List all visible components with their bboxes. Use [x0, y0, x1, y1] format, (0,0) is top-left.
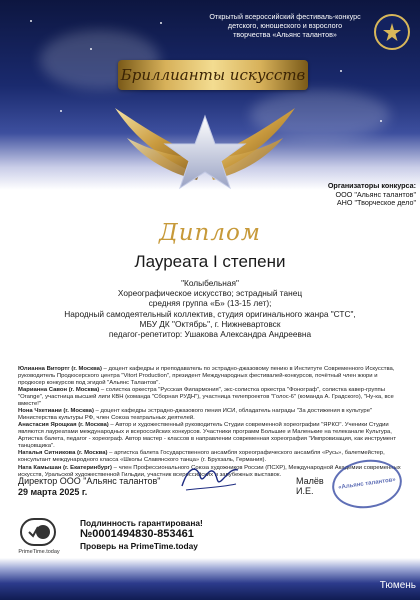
jury-member [18, 408, 404, 422]
signer-name: Малёв И.Е. [296, 476, 324, 496]
award-level: Лауреата I степени [134, 252, 286, 271]
jury-name: Ната Камышан (г. Екатеринбург) [18, 464, 113, 471]
jury-bio: – член Профессионального Союза художников России (ПСХР), Международной Академии современных искусств, Уральской художественной Гильдии, участник всероссийских и зарубежных выставок. [18, 464, 401, 478]
participant-details [20, 278, 400, 339]
sparkle [340, 70, 342, 72]
verify-site-caption: PrimeTime.today [18, 549, 60, 555]
stamp-text: «Альянс талантов» [337, 476, 397, 492]
ribbon-banner [118, 60, 308, 90]
detail-line: МБУ ДК "Октябрь", г. Нижневартовск [139, 318, 281, 329]
sparkle [30, 20, 32, 22]
detail-line: "Колыбельная" [181, 278, 239, 288]
festival-title [200, 12, 370, 39]
detail-line: Народный самодеятельный коллектив, студия оригинального жанра "СТС", [64, 308, 356, 319]
jury-member [18, 387, 404, 408]
detail-line: средняя группа «Б» (13-15 лет); [148, 298, 272, 309]
ribbon-title: Бриллианты искусств [120, 66, 306, 84]
jury-member [18, 366, 404, 387]
authenticity-text: Подлинность гарантирована! [80, 518, 203, 528]
jury-bio: – доцент кафедры и преподаватель по эстрадно-джазовому пению в Институте Современного Искусства, руководитель Продюсерского центра "Vitort Production", президент Международных фестивалей-конкурсов, почётный член жюри и продюсер конкурсов под эгидой "Альянс Талантов". [18, 366, 395, 386]
jury-name: Нона Чхетиани (г. Москва) [18, 408, 94, 415]
detail-line: Хореографическое искусство; эстрадный танец [117, 288, 303, 299]
city-label: Тюмень [379, 580, 416, 591]
sparkle [160, 22, 162, 24]
organizer-name: АНО "Творческое дело" [336, 198, 416, 207]
jury-name: Анастасия Ярощкая (г. Москва) [18, 422, 109, 429]
signature-icon [178, 458, 242, 494]
certificate-number: №0001494830-853461 [80, 528, 194, 541]
verification-block [80, 518, 260, 552]
jury-bio: – Автор и художественный руководитель Студии современной хореографии "ЯРКО". Ученики Студии являются лауреатами международных и всероссийских конкурсов. Участники программ Большие и Маленькие на телеканале Культура, Артистка балета, педагог - хореограф. Автор мастер - классов в направлении современная хореография "Импровизация, как инструмент танцовщика". [18, 422, 397, 450]
jury-bio: – артистка балета Государственного ансамбля хореографического ансамбля «Русь», балетмейстер, консультант международного класса «Школы Славянского танца» (г. Брухзаль, Германия). [18, 450, 385, 464]
verify-instruction: Проверь на PrimeTime.today [80, 541, 198, 552]
jury-bio: – доцент кафедры эстрадно-джазового пения ИСИ, обладатель награды "За достижения в культуре" Министерства культуры РФ, член Союза театральных деятелей. [18, 408, 373, 422]
detail-line: педагог-репетитор: Ушакова Александра Андреевна [108, 329, 312, 340]
jury-name: Наталья Ситникова (г. Москва) [18, 450, 108, 457]
jury-name: Юлианна Витортг (г. Москва) [18, 366, 102, 372]
diploma-title: Диплом [159, 220, 261, 246]
festival-line: Открытый всероссийский фестиваль-конкурс [209, 12, 361, 21]
jury-name: Марианна Савон (г. Москва) [18, 387, 100, 394]
organizers-title: Организаторы конкурса: [327, 181, 416, 190]
director-title: Директор ООО "Альянс талантов" [18, 476, 161, 486]
organizer-name: ООО "Альянс талантов" [335, 189, 416, 199]
festival-line: творчества «Альянс талантов» [233, 30, 337, 39]
sparkle [60, 110, 62, 112]
issue-date: 29 марта 2025 г. [18, 486, 88, 497]
director-block [18, 476, 178, 497]
jury-bio: – солистка оркестра "Русская Филармония", экс-солистка оркестра "Фонограф", солистка кавер-группы "Orange", участница высшей лиги КВН (команда "Сборная РУДН"), участница телепроектов "Голос-6" (команда А. Градского), "Ну-ка, все вместе!" [18, 387, 394, 407]
footer-banner [0, 558, 420, 600]
festival-logo-icon [374, 14, 410, 50]
sparkle [90, 48, 92, 50]
winged-star-emblem-icon [105, 88, 305, 198]
verification-toggle-icon [20, 518, 56, 546]
festival-line: детского, юношеского и взрослого [227, 21, 343, 30]
organizers-block [300, 182, 416, 208]
jury-member [18, 422, 404, 450]
sparkle [380, 120, 382, 122]
